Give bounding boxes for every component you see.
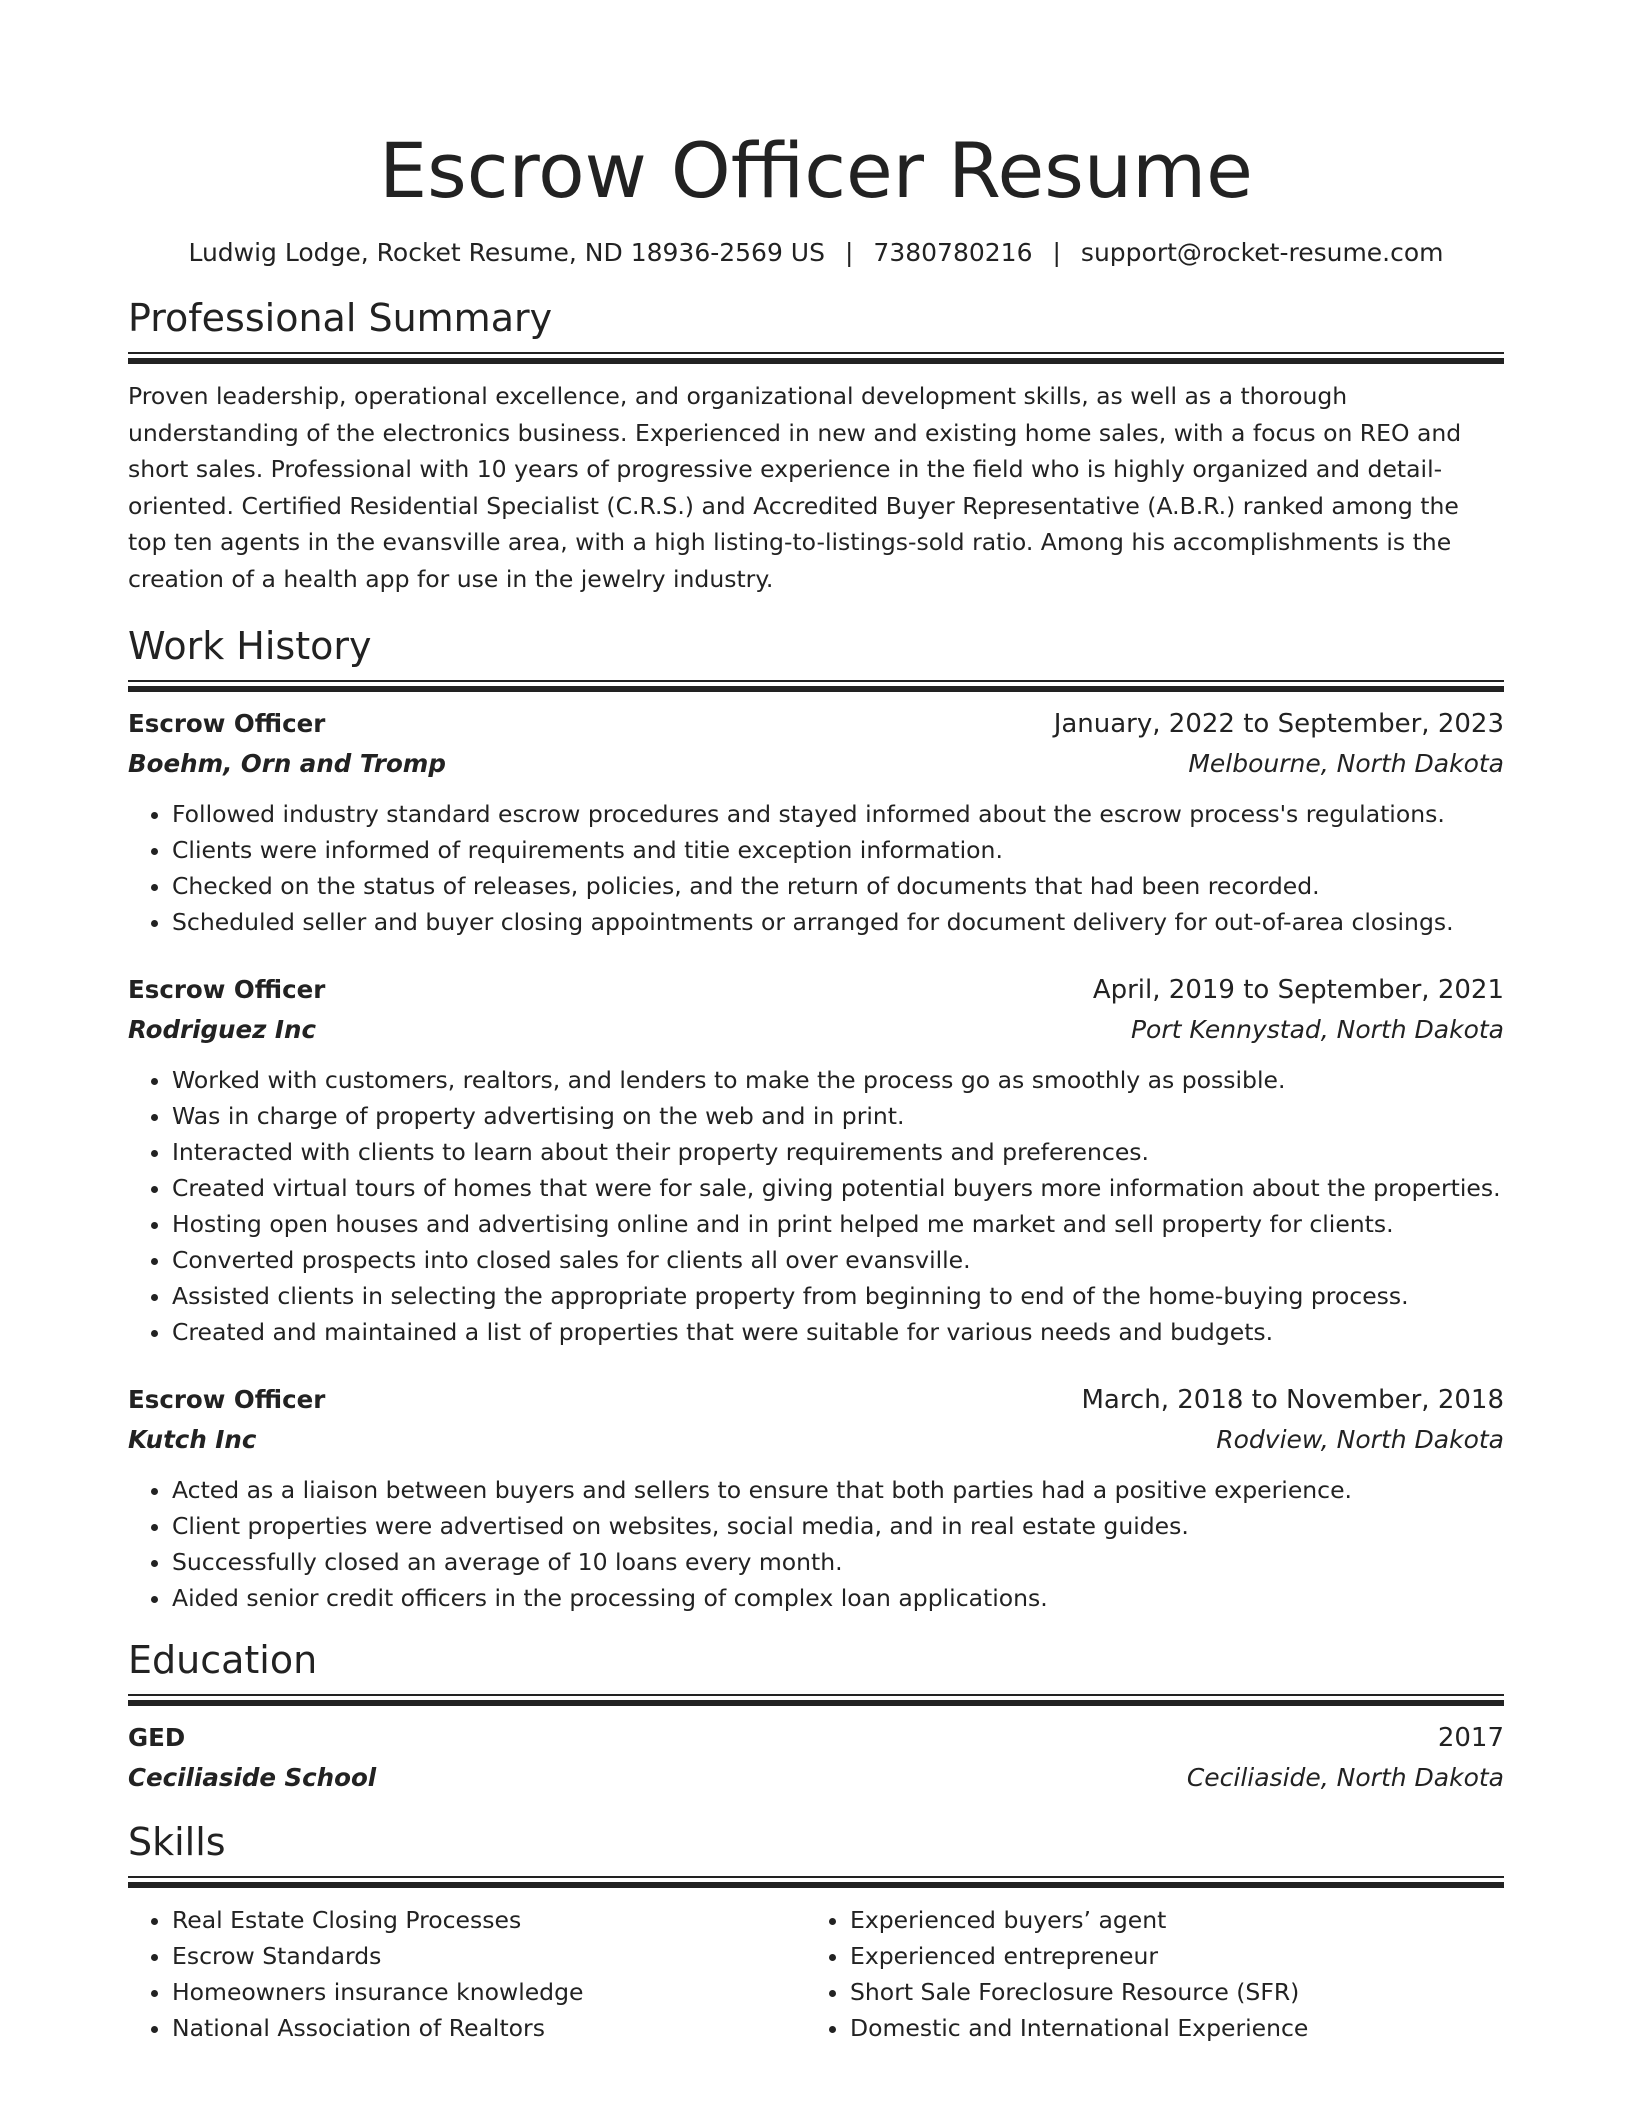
job-title: Escrow Officer	[128, 975, 326, 1004]
job-bullet: • Created and maintained a list of properties that were suitable for various needs and budgets.	[172, 1314, 1504, 1350]
job-location: Port Kennystad, North Dakota	[1130, 1015, 1504, 1044]
education-school: Ceciliaside School	[128, 1763, 377, 1792]
skill-item: • Domestic and International Experience	[850, 2010, 1504, 2046]
skill-item: • Homeowners insurance knowledge	[172, 1974, 806, 2010]
skill-item: • Experienced entrepreneur	[850, 1938, 1504, 1974]
skill-item: • Short Sale Foreclosure Resource (SFR)	[850, 1974, 1504, 2010]
education-year: 2017	[1437, 1723, 1504, 1753]
summary-text: Proven leadership, operational excellence, and organizational development skills, as well as a thorough understanding of the electronics business. Experienced in new and existing home sales, with a focus on REO and short sales. Professional with 10 years of progressive experience in the field who is highly organized and detail-oriented. Certified Residential Specialist (C.R.S.) and Accredited Buyer Representative (A.B.R.) ranked among the top ten agents in the evansville area, with a high listing-to-listings-sold ratio. Among his accomplishments is the creation of a health app for use in the jewelry industry.	[128, 382, 1462, 593]
education-school-row	[128, 1758, 1504, 1798]
contact-email: support@rocket-resume.com	[1080, 238, 1444, 267]
contact-line	[128, 236, 1504, 270]
job-header-row	[128, 970, 1504, 1010]
job-bullet: • Successfully closed an average of 10 loans every month.	[172, 1544, 1504, 1580]
section-divider	[128, 352, 1504, 364]
job-dates: March, 2018 to November, 2018	[1081, 1385, 1504, 1415]
contact-phone: 7380780216	[873, 238, 1033, 267]
job-company: Kutch Inc	[128, 1425, 257, 1454]
job-location: Rodview, North Dakota	[1216, 1425, 1504, 1454]
job-location: Melbourne, North Dakota	[1188, 749, 1504, 778]
skills-grid	[128, 1902, 1504, 2046]
job-bullet: • Client properties were advertised on websites, social media, and in real estate guides.	[172, 1508, 1504, 1544]
job-bullet: • Clients were informed of requirements and titie exception information.	[172, 832, 1504, 868]
work-history-section	[128, 622, 1504, 1616]
resume-title: Escrow Officer Resume	[379, 126, 1253, 215]
skill-item: • Experienced buyers’ agent	[850, 1902, 1504, 1938]
job-title: Escrow Officer	[128, 1385, 326, 1414]
education-entry	[128, 1718, 1504, 1798]
skill-item: • Real Estate Closing Processes	[172, 1902, 806, 1938]
summary-section	[128, 294, 1504, 597]
job-company: Rodriguez Inc	[128, 1015, 316, 1044]
job-bullet: • Hosting open houses and advertising online and in print helped me market and sell property for clients.	[172, 1206, 1504, 1242]
job-company-row	[128, 1420, 1504, 1460]
job-header-row	[128, 704, 1504, 744]
work-history-heading: Work History	[128, 624, 372, 668]
skill-item: • Escrow Standards	[172, 1938, 806, 1974]
job-bullet: • Converted prospects into closed sales for clients all over evansville.	[172, 1242, 1504, 1278]
education-location: Ceciliaside, North Dakota	[1186, 1763, 1504, 1792]
job-dates: April, 2019 to September, 2021	[1092, 975, 1504, 1005]
job-entry	[128, 970, 1504, 1350]
skills-section	[128, 1818, 1504, 2046]
job-company-row	[128, 1010, 1504, 1050]
job-bullet: • Followed industry standard escrow procedures and stayed informed about the escrow process's regulations.	[172, 796, 1504, 832]
job-bullet: • Created virtual tours of homes that were for sale, giving potential buyers more information about the properties.	[172, 1170, 1504, 1206]
job-company-row	[128, 744, 1504, 784]
education-degree: GED	[128, 1723, 186, 1752]
job-dates: January, 2022 to September, 2023	[1053, 709, 1504, 739]
job-bullet: • Acted as a liaison between buyers and sellers to ensure that both parties had a positive experience.	[172, 1472, 1504, 1508]
job-bullets	[128, 1062, 1504, 1350]
skills-left-column	[128, 1902, 806, 2046]
contact-separator: |	[844, 238, 854, 267]
job-bullets	[128, 1472, 1504, 1616]
job-company: Boehm, Orn and Tromp	[128, 749, 446, 778]
education-section	[128, 1636, 1504, 1798]
job-header-row	[128, 1380, 1504, 1420]
job-bullets	[128, 796, 1504, 940]
summary-heading: Professional Summary	[128, 296, 553, 340]
education-header-row	[128, 1718, 1504, 1758]
resume-page	[128, 0, 1504, 2046]
job-bullet: • Worked with customers, realtors, and lenders to make the process go as smoothly as possible.	[172, 1062, 1504, 1098]
skills-right-column	[806, 1902, 1504, 2046]
job-bullet: • Scheduled seller and buyer closing appointments or arranged for document delivery for out-of-area closings.	[172, 904, 1504, 940]
job-entry	[128, 1380, 1504, 1616]
job-bullet: • Aided senior credit officers in the processing of complex loan applications.	[172, 1580, 1504, 1616]
skills-heading: Skills	[128, 1820, 226, 1864]
contact-separator: |	[1052, 238, 1061, 267]
contact-address: Ludwig Lodge, Rocket Resume, ND 18936-2569 US	[188, 238, 825, 267]
job-bullet: • Checked on the status of releases, policies, and the return of documents that had been recorded.	[172, 868, 1504, 904]
job-bullet: • Interacted with clients to learn about their property requirements and preferences.	[172, 1134, 1504, 1170]
job-bullet: • Was in charge of property advertising on the web and in print.	[172, 1098, 1504, 1134]
job-entry	[128, 704, 1504, 940]
education-heading: Education	[128, 1638, 318, 1682]
job-bullet: • Assisted clients in selecting the appropriate property from beginning to end of the home-buying process.	[172, 1278, 1504, 1314]
job-title: Escrow Officer	[128, 709, 326, 738]
section-divider	[128, 1694, 1504, 1706]
skill-item: • National Association of Realtors	[172, 2010, 806, 2046]
section-divider	[128, 1876, 1504, 1888]
section-divider	[128, 680, 1504, 692]
